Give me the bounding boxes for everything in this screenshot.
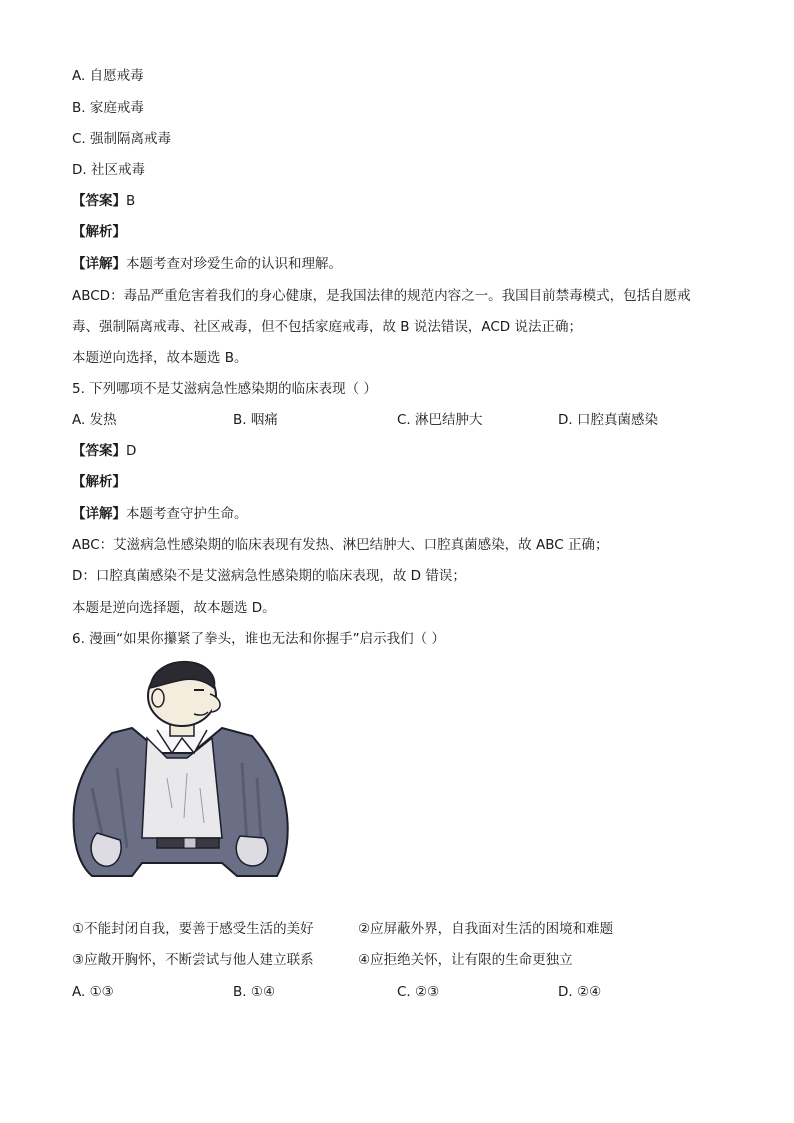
q4-explanation-line2: 毒、强制隔离戒毒、社区戒毒，但不包括家庭戒毒，故 B 说法错误，ACD 说法正确； xyxy=(72,319,582,335)
detail-text: 本题考查守护生命。 xyxy=(126,506,248,522)
q4-option-b: B. 家庭戒毒 xyxy=(72,100,144,116)
q5-question: 5. 下列哪项不是艾滋病急性感染期的临床表现（ ） xyxy=(72,381,377,397)
q5-explanation-line2: D：口腔真菌感染不是艾滋病急性感染期的临床表现，故 D 错误； xyxy=(72,568,466,584)
q4-option-d: D. 社区戒毒 xyxy=(72,162,145,178)
q4-option-a: A. 自愿戒毒 xyxy=(72,68,144,84)
q6-option-b: B. ①④ xyxy=(233,984,276,1000)
q4-detail xyxy=(72,254,342,274)
q4-explanation-line1: ABCD：毒品严重危害着我们的身心健康，是我国法律的规范内容之一。我国目前禁毒模式，包括自愿戒 xyxy=(72,288,691,304)
q5-answer xyxy=(72,441,136,461)
cartoon-man-image xyxy=(72,658,290,880)
q6-statement-4: ④应拒绝关怀，让有限的生命更独立 xyxy=(358,952,573,968)
q5-explanation-line1: ABC：艾滋病急性感染期的临床表现有发热、淋巴结肿大、口腔真菌感染，故 ABC 正确； xyxy=(72,537,609,553)
q4-option-c: C. 强制隔离戒毒 xyxy=(72,131,172,147)
q4-analysis-tag xyxy=(72,222,126,242)
q5-option-c: C. 淋巴结肿大 xyxy=(397,412,483,428)
q6-option-c: C. ②③ xyxy=(397,984,440,1000)
q6-question: 6. 漫画“如果你攥紧了拳头，谁也无法和你握手”启示我们（ ） xyxy=(72,631,445,647)
q6-statement-3: ③应敞开胸怀，不断尝试与他人建立联系 xyxy=(72,952,314,968)
q5-detail xyxy=(72,504,248,524)
q6-statement-2: ②应屏蔽外界，自我面对生活的困境和难题 xyxy=(358,921,614,937)
q5-option-a: A. 发热 xyxy=(72,412,117,428)
q4-conclusion: 本题逆向选择，故本题选 B。 xyxy=(72,350,248,366)
q4-answer xyxy=(72,191,135,211)
answer-tag: 【答案】 xyxy=(72,193,126,209)
analysis-tag: 【解析】 xyxy=(72,224,126,240)
q5-option-b: B. 咽痛 xyxy=(233,412,278,428)
q6-option-a: A. ①③ xyxy=(72,984,114,1000)
q6-statement-1: ①不能封闭自我，要善于感受生活的美好 xyxy=(72,921,314,937)
answer-value: D xyxy=(126,443,137,459)
q6-option-d: D. ②④ xyxy=(558,984,602,1000)
detail-text: 本题考查对珍爱生命的认识和理解。 xyxy=(126,256,342,272)
detail-tag: 【详解】 xyxy=(72,506,126,522)
answer-value: B xyxy=(126,193,136,209)
q5-option-d: D. 口腔真菌感染 xyxy=(558,412,658,428)
detail-tag: 【详解】 xyxy=(72,256,126,272)
q5-conclusion: 本题是逆向选择题，故本题选 D。 xyxy=(72,600,276,616)
q5-analysis-tag xyxy=(72,472,126,492)
answer-tag: 【答案】 xyxy=(72,443,126,459)
analysis-tag: 【解析】 xyxy=(72,474,126,490)
